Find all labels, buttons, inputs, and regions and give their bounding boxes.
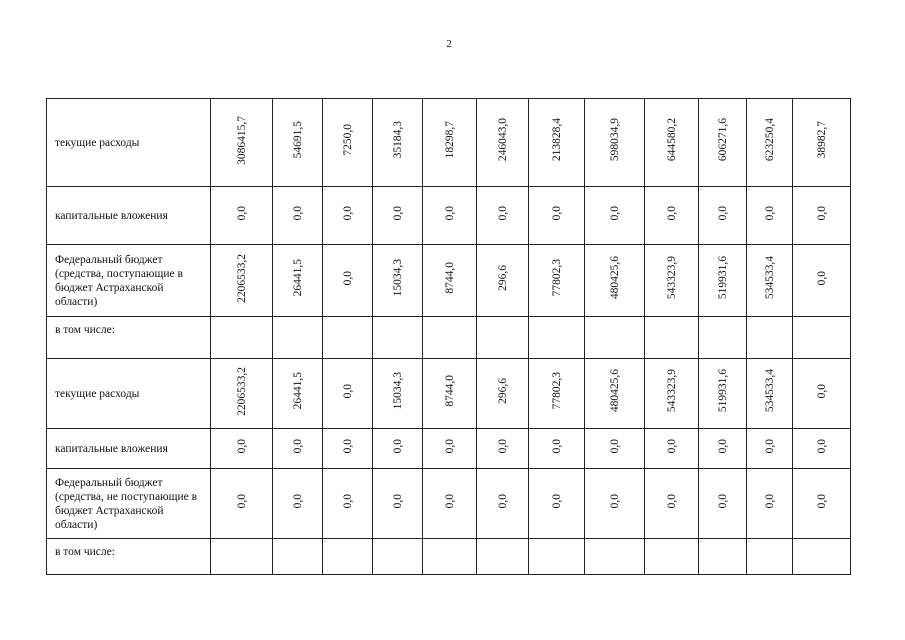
cell-value: 0,0 — [665, 438, 678, 454]
table-row — [47, 245, 851, 317]
table-cell — [423, 469, 477, 539]
table-cell — [273, 539, 323, 575]
table-cell — [585, 429, 645, 469]
table-cell — [323, 429, 373, 469]
cell-value: 0,0 — [341, 205, 354, 221]
cell-value: 0,0 — [443, 205, 456, 221]
table-cell — [477, 359, 529, 429]
cell-value: 0,0 — [763, 205, 776, 221]
cell-value: 0,0 — [496, 438, 509, 454]
table-cell — [645, 245, 699, 317]
table-cell — [423, 317, 477, 359]
table-cell — [645, 429, 699, 469]
cell-value: 0,0 — [496, 493, 509, 509]
table-cell — [699, 187, 747, 245]
table-cell — [477, 429, 529, 469]
cell-value: 0,0 — [496, 205, 509, 221]
cell-value: 0,0 — [291, 493, 304, 509]
cell-value: 480425,6 — [608, 256, 621, 300]
table-cell — [747, 187, 793, 245]
cell-value: 0,0 — [235, 438, 248, 454]
cell-value: 213828,4 — [550, 118, 563, 162]
table-cell — [529, 429, 585, 469]
table-cell — [273, 245, 323, 317]
table-cell — [529, 187, 585, 245]
table-row — [47, 359, 851, 429]
table-cell — [699, 359, 747, 429]
cell-value: 0,0 — [391, 205, 404, 221]
table-cell — [793, 99, 851, 187]
table-cell — [323, 245, 373, 317]
table-cell — [273, 187, 323, 245]
cell-value: 0,0 — [716, 493, 729, 509]
table-body — [47, 99, 851, 575]
cell-value: 38982,7 — [815, 121, 828, 159]
table-cell — [793, 359, 851, 429]
cell-value: 0,0 — [815, 205, 828, 221]
page-number: 2 — [446, 38, 452, 50]
table-cell — [645, 539, 699, 575]
table-cell — [373, 359, 423, 429]
table-cell — [585, 245, 645, 317]
table-row — [47, 469, 851, 539]
table-cell — [645, 469, 699, 539]
table-cell — [793, 317, 851, 359]
cell-value: 26441,5 — [291, 259, 304, 297]
table-cell — [699, 539, 747, 575]
table-cell — [645, 359, 699, 429]
table-row — [47, 187, 851, 245]
cell-value: 543323,9 — [665, 256, 678, 300]
table-cell — [747, 99, 793, 187]
cell-value: 0,0 — [391, 438, 404, 454]
table-cell — [529, 359, 585, 429]
cell-value: 0,0 — [763, 438, 776, 454]
table-cell — [211, 539, 273, 575]
table-cell — [373, 317, 423, 359]
cell-value: 0,0 — [341, 270, 354, 286]
table-cell — [699, 245, 747, 317]
cell-value: 534533,4 — [763, 369, 776, 413]
table-cell — [211, 99, 273, 187]
table-cell — [747, 429, 793, 469]
table-cell — [373, 539, 423, 575]
cell-value: 0,0 — [550, 205, 563, 221]
table-cell — [477, 187, 529, 245]
table-cell — [273, 359, 323, 429]
table-cell — [747, 245, 793, 317]
cell-value: 0,0 — [291, 205, 304, 221]
row-label-including: в том числе: — [47, 539, 211, 575]
table-cell — [645, 99, 699, 187]
table-cell — [373, 99, 423, 187]
table-cell — [423, 359, 477, 429]
cell-value: 0,0 — [235, 493, 248, 509]
cell-value: 534533,4 — [763, 256, 776, 300]
table-cell — [529, 539, 585, 575]
table-cell — [273, 99, 323, 187]
cell-value: 15034,3 — [391, 372, 404, 410]
cell-value: 0,0 — [550, 438, 563, 454]
cell-value: 0,0 — [550, 493, 563, 509]
cell-value: 0,0 — [291, 438, 304, 454]
row-label-federal-budget-not-incoming: Федеральный бюджет (средства, не поступающие в бюджет Астраханской области) — [47, 469, 211, 539]
table-cell — [529, 317, 585, 359]
table-cell — [323, 187, 373, 245]
table-cell — [645, 187, 699, 245]
cell-value: 0,0 — [815, 493, 828, 509]
cell-value: 296,6 — [496, 378, 509, 404]
cell-value: 0,0 — [815, 383, 828, 399]
table-cell — [793, 469, 851, 539]
table-cell — [477, 317, 529, 359]
table-cell — [423, 429, 477, 469]
table-cell — [747, 469, 793, 539]
table-cell — [699, 99, 747, 187]
table-cell — [323, 99, 373, 187]
row-label-including: в том числе: — [47, 317, 211, 359]
table-cell — [529, 245, 585, 317]
cell-value: 480425,6 — [608, 369, 621, 413]
table-cell — [323, 359, 373, 429]
table-cell — [423, 539, 477, 575]
table-cell — [323, 317, 373, 359]
cell-value: 0,0 — [608, 493, 621, 509]
table-cell — [793, 245, 851, 317]
table-cell — [699, 317, 747, 359]
table-cell — [423, 245, 477, 317]
cell-value: 54691,5 — [291, 121, 304, 159]
cell-value: 644580,2 — [665, 118, 678, 162]
cell-value: 2206533,2 — [235, 366, 248, 416]
table-cell — [585, 317, 645, 359]
table-cell — [373, 245, 423, 317]
cell-value: 0,0 — [443, 438, 456, 454]
table-row — [47, 317, 851, 359]
cell-value: 0,0 — [608, 438, 621, 454]
table-row — [47, 99, 851, 187]
cell-value: 246043,0 — [496, 118, 509, 162]
table-cell — [211, 429, 273, 469]
cell-value: 0,0 — [341, 383, 354, 399]
cell-value: 0,0 — [716, 438, 729, 454]
table-cell — [373, 429, 423, 469]
row-label-capital-investments: капитальные вложения — [47, 187, 211, 245]
table-cell — [793, 187, 851, 245]
table-cell — [699, 469, 747, 539]
table-cell — [323, 469, 373, 539]
table-cell — [747, 539, 793, 575]
table-cell — [477, 99, 529, 187]
table-cell — [585, 359, 645, 429]
cell-value: 0,0 — [665, 493, 678, 509]
table-cell — [585, 187, 645, 245]
cell-value: 0,0 — [815, 438, 828, 454]
row-label-federal-budget-incoming: Федеральный бюджет (средства, поступающие в бюджет Астраханской области) — [47, 245, 211, 317]
cell-value: 8744,0 — [443, 375, 456, 407]
table-cell — [585, 99, 645, 187]
table-cell — [793, 429, 851, 469]
table-cell — [211, 469, 273, 539]
table-cell — [747, 359, 793, 429]
cell-value: 519931,6 — [716, 256, 729, 300]
row-label-capital-investments: капитальные вложения — [47, 429, 211, 469]
row-label-current-expenses: текущие расходы — [47, 99, 211, 187]
cell-value: 2206533,2 — [235, 253, 248, 303]
cell-value: 606271,6 — [716, 118, 729, 162]
cell-value: 0,0 — [235, 205, 248, 221]
cell-value: 0,0 — [341, 493, 354, 509]
cell-value: 15034,3 — [391, 259, 404, 297]
cell-value: 543323,9 — [665, 369, 678, 413]
table-cell — [373, 187, 423, 245]
table-cell — [323, 539, 373, 575]
table-cell — [699, 429, 747, 469]
cell-value: 296,6 — [496, 265, 509, 291]
cell-value: 18298,7 — [443, 121, 456, 159]
table-cell — [423, 187, 477, 245]
cell-value: 0,0 — [443, 493, 456, 509]
table-cell — [585, 539, 645, 575]
cell-value: 35184,3 — [391, 121, 404, 159]
row-label-current-expenses: текущие расходы — [47, 359, 211, 429]
table-cell — [211, 359, 273, 429]
budget-table — [46, 98, 851, 575]
table-cell — [423, 99, 477, 187]
cell-value: 77802,3 — [550, 259, 563, 297]
cell-value: 0,0 — [341, 438, 354, 454]
table-cell — [211, 317, 273, 359]
cell-value: 7250,0 — [341, 124, 354, 156]
table-cell — [211, 245, 273, 317]
cell-value: 0,0 — [665, 205, 678, 221]
cell-value: 0,0 — [391, 493, 404, 509]
cell-value: 8744,0 — [443, 262, 456, 294]
table-cell — [477, 245, 529, 317]
table-cell — [747, 317, 793, 359]
cell-value: 519931,6 — [716, 369, 729, 413]
cell-value: 0,0 — [763, 493, 776, 509]
table-cell — [273, 469, 323, 539]
table-cell — [585, 469, 645, 539]
cell-value: 0,0 — [716, 205, 729, 221]
table-cell — [793, 539, 851, 575]
table-cell — [273, 429, 323, 469]
table-cell — [645, 317, 699, 359]
cell-value: 623250,4 — [763, 118, 776, 162]
table-cell — [273, 317, 323, 359]
table-cell — [529, 469, 585, 539]
cell-value: 0,0 — [608, 205, 621, 221]
cell-value: 26441,5 — [291, 372, 304, 410]
table-cell — [211, 187, 273, 245]
cell-value: 3086415,7 — [235, 115, 248, 165]
table-cell — [373, 469, 423, 539]
table-row — [47, 429, 851, 469]
cell-value: 0,0 — [815, 270, 828, 286]
table-cell — [529, 99, 585, 187]
table-cell — [477, 469, 529, 539]
cell-value: 598034,9 — [608, 118, 621, 162]
table-cell — [477, 539, 529, 575]
table-row — [47, 539, 851, 575]
cell-value: 77802,3 — [550, 372, 563, 410]
